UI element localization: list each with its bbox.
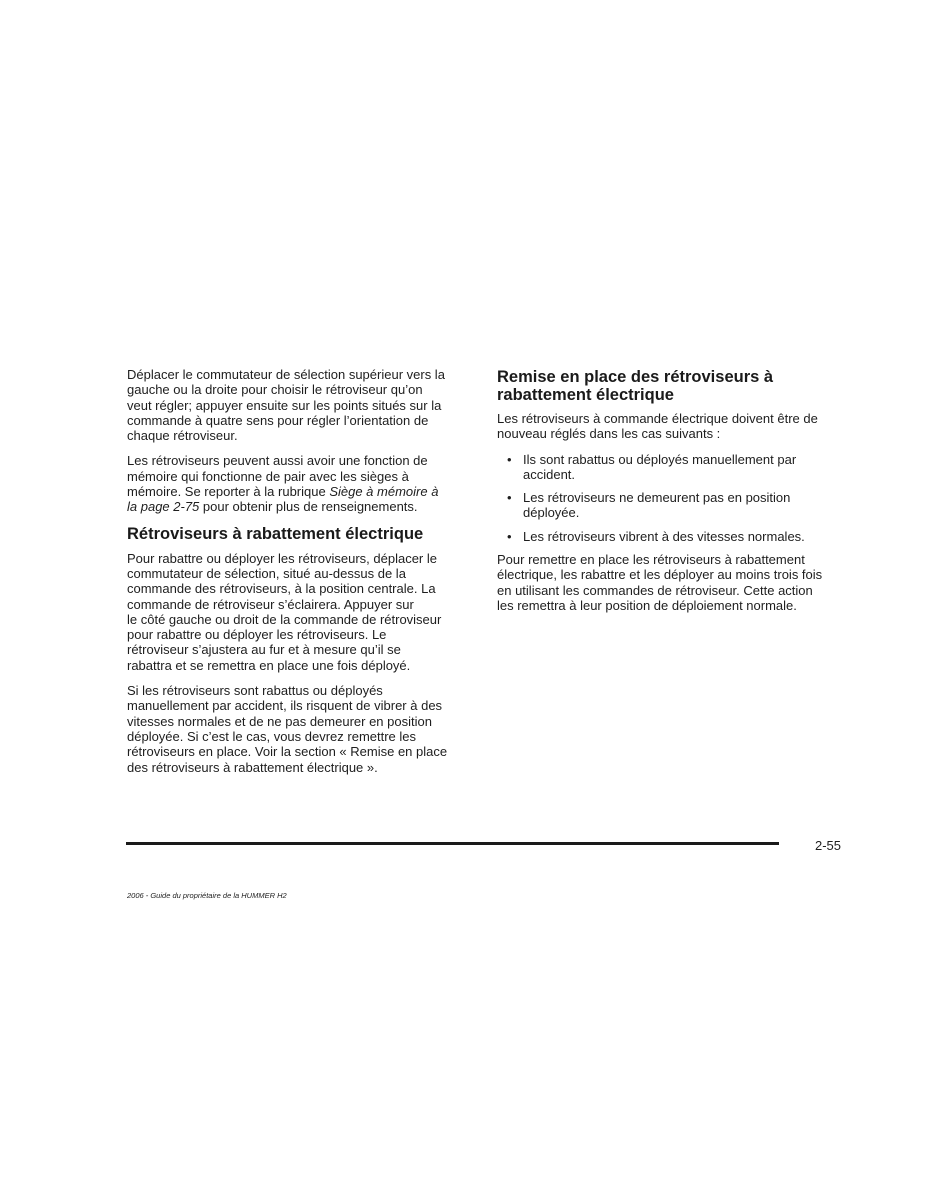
bullet-icon: • [507,528,512,544]
bullet-icon: • [507,451,512,467]
list-item [497,452,847,483]
folding-instructions-paragraph: Pour rabattre ou déployer les rétroviseurs, déplacer le commutateur de sélection, situé au-dessus de la commande des rétroviseurs, à la position centrale. La commande de rétroviseur s’éclairera. Appuyer sur le côté gauche ou droit de la commande de rétroviseur pour rabattre ou déployer les rétroviseurs. Le rétroviseur s’ajustera au fur et à mesure qu’il se rabattra et se remettra en place une fois déployé. [127,550,442,673]
power-folding-mirrors-heading: Rétroviseurs à rabattement électrique [127,524,424,543]
list-item-text: Les rétroviseurs ne demeurent pas en position déployée. [523,490,791,521]
mirror-select-paragraph: Déplacer le commutateur de sélection supérieur vers la gauche ou la droite pour choisir le rétroviseur qu’on veut régler; appuyer ensuite sur les points situés sur la commande à quatre sens pour régler l’orientation de chaque rétroviseur. [127,367,445,444]
conditions-list [497,452,847,544]
accidental-folding-paragraph: Si les rétroviseurs sont rabattus ou déployés manuellement par accident, ils risquent de vibrer à des vitesses normales et de ne pas demeurer en position déployée. Si c’est le cas, vous devrez remettre les rétroviseurs en place. Voir la section « Remise en place des rétroviseurs à rabattement électrique ». [127,683,448,775]
memory-seat-cross-reference: Siège à mémoire à la page 2-75 [127,484,439,515]
memory-paragraph-text-start: Les rétroviseurs peuvent aussi avoir une fonction de mémoire qui fonctionne de pair avec les sièges à mémoire. Se reporter à la rubrique [127,453,428,500]
resetting-mirrors-heading: Remise en place des rétroviseurs à rabattement électrique [497,368,774,404]
document-footer: 2006 - Guide du propriétaire de la HUMMER H2 [127,891,287,900]
list-item [497,529,847,544]
list-item-text: Les rétroviseurs vibrent à des vitesses normales. [523,528,805,544]
footer-rule [126,842,779,845]
resetting-intro-paragraph: Les rétroviseurs à commande électrique doivent être de nouveau réglés dans les cas suivants : [497,411,818,442]
list-item [497,490,847,521]
resetting-procedure-paragraph: Pour remettre en place les rétroviseurs à rabattement électrique, les rabattre et les déployer au moins trois fois en utilisant les commandes de rétroviseur. Cette action les remettra à leur position de déploiement normale. [497,552,823,613]
page-number: 2-55 [815,838,842,853]
right-column [497,367,847,623]
memory-paragraph [127,453,473,514]
list-item-text: Ils sont rabattus ou déployés manuellement par accident. [523,451,797,482]
bullet-icon: • [507,490,512,506]
left-column [127,367,473,785]
memory-paragraph-text-end: pour obtenir plus de renseignements. [199,499,418,515]
